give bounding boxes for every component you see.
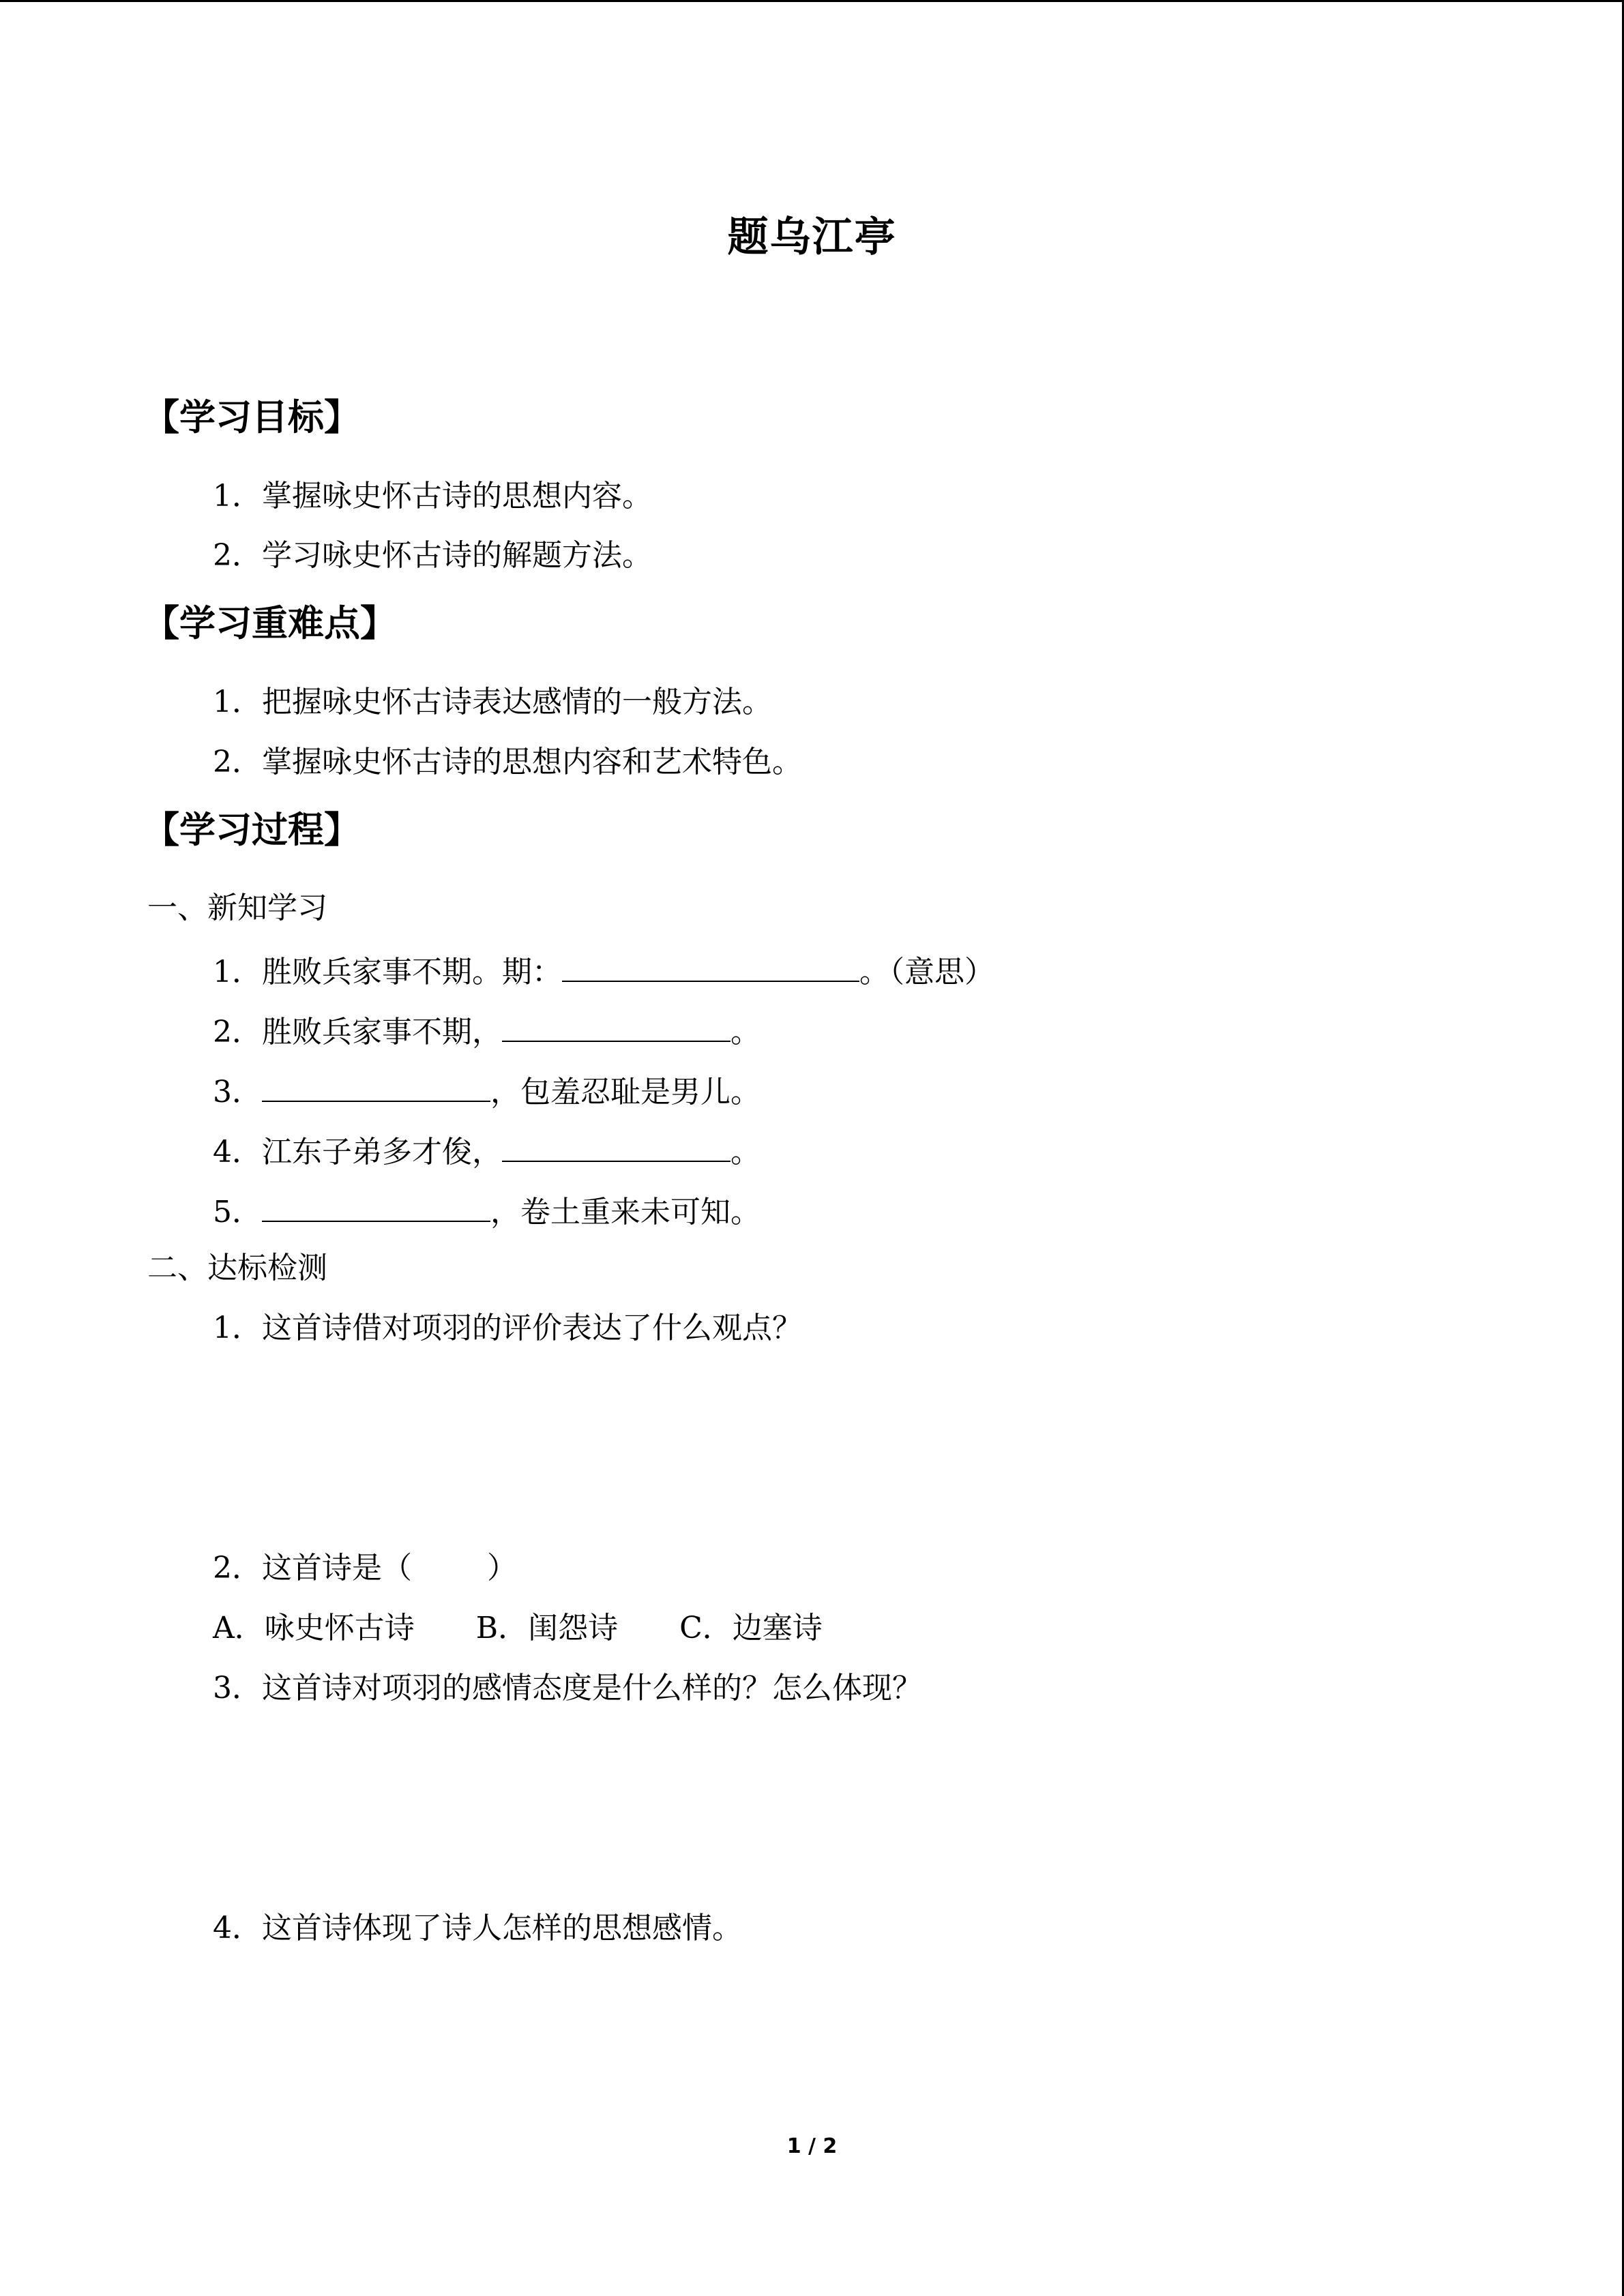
fill-question-3 [213, 1073, 761, 1107]
fill-question-3-prefix: 3． [213, 1075, 262, 1109]
answer-blank-2[interactable] [502, 1013, 730, 1042]
test-question-2-suffix: ） [487, 1551, 517, 1585]
fill-question-4 [213, 1133, 761, 1167]
answer-blank-4[interactable] [502, 1133, 730, 1162]
fill-question-2-suffix: 。 [730, 1015, 761, 1049]
document-title: 题乌江亭 [727, 213, 897, 261]
test-question-4: 4．这首诗体现了诗人怎样的思想感情。 [213, 1911, 742, 1945]
option-a: A．咏史怀古诗 [213, 1611, 415, 1645]
heading-key-points: 【学习重难点】 [143, 602, 396, 644]
fill-question-5-prefix: 5． [213, 1195, 262, 1229]
fill-question-1-prefix: 1．胜败兵家事不期。期： [213, 955, 562, 989]
test-question-2-prefix: 2．这首诗是（ [213, 1551, 412, 1585]
top-border [0, 0, 1624, 2]
fill-question-2-prefix: 2．胜败兵家事不期， [213, 1015, 502, 1049]
test-question-3: 3．这首诗对项羽的感情态度是什么样的？怎么体现？ [213, 1671, 922, 1705]
key-point-item-1: 1．把握咏史怀古诗表达感情的一般方法。 [213, 685, 772, 719]
fill-question-5-suffix: ，卷土重来未可知。 [490, 1195, 761, 1229]
heading-learning-goals: 【学习目标】 [143, 396, 360, 438]
option-b: B．闺怨诗 [475, 1611, 619, 1645]
fill-question-5 [213, 1193, 761, 1227]
answer-blank-3[interactable] [262, 1073, 490, 1102]
answer-blank-5[interactable] [262, 1193, 490, 1222]
option-c: C．边塞诗 [679, 1611, 823, 1645]
goal-item-2: 2．学习咏史怀古诗的解题方法。 [213, 538, 652, 573]
key-point-item-2: 2．掌握咏史怀古诗的思想内容和艺术特色。 [213, 745, 802, 779]
test-question-2 [213, 1553, 517, 1583]
heading-learning-process: 【学习过程】 [143, 809, 360, 851]
goal-item-1: 1．掌握咏史怀古诗的思想内容。 [213, 479, 652, 513]
answer-blank-1[interactable] [562, 953, 859, 982]
fill-question-1-suffix: 。（意思） [859, 955, 994, 989]
fill-question-3-suffix: ，包羞忍耻是男儿。 [490, 1075, 761, 1109]
fill-question-1 [213, 953, 994, 987]
test-question-2-options [213, 1613, 823, 1643]
fill-question-4-suffix: 。 [730, 1135, 761, 1169]
part1-label: 一、新知学习 [147, 891, 327, 925]
page-number: 1 / 2 [786, 2134, 838, 2158]
part2-label: 二、达标检测 [147, 1251, 327, 1285]
fill-question-2 [213, 1013, 761, 1047]
test-question-1: 1．这首诗借对项羽的评价表达了什么观点？ [213, 1311, 802, 1345]
fill-question-4-prefix: 4．江东子弟多才俊， [213, 1135, 502, 1169]
